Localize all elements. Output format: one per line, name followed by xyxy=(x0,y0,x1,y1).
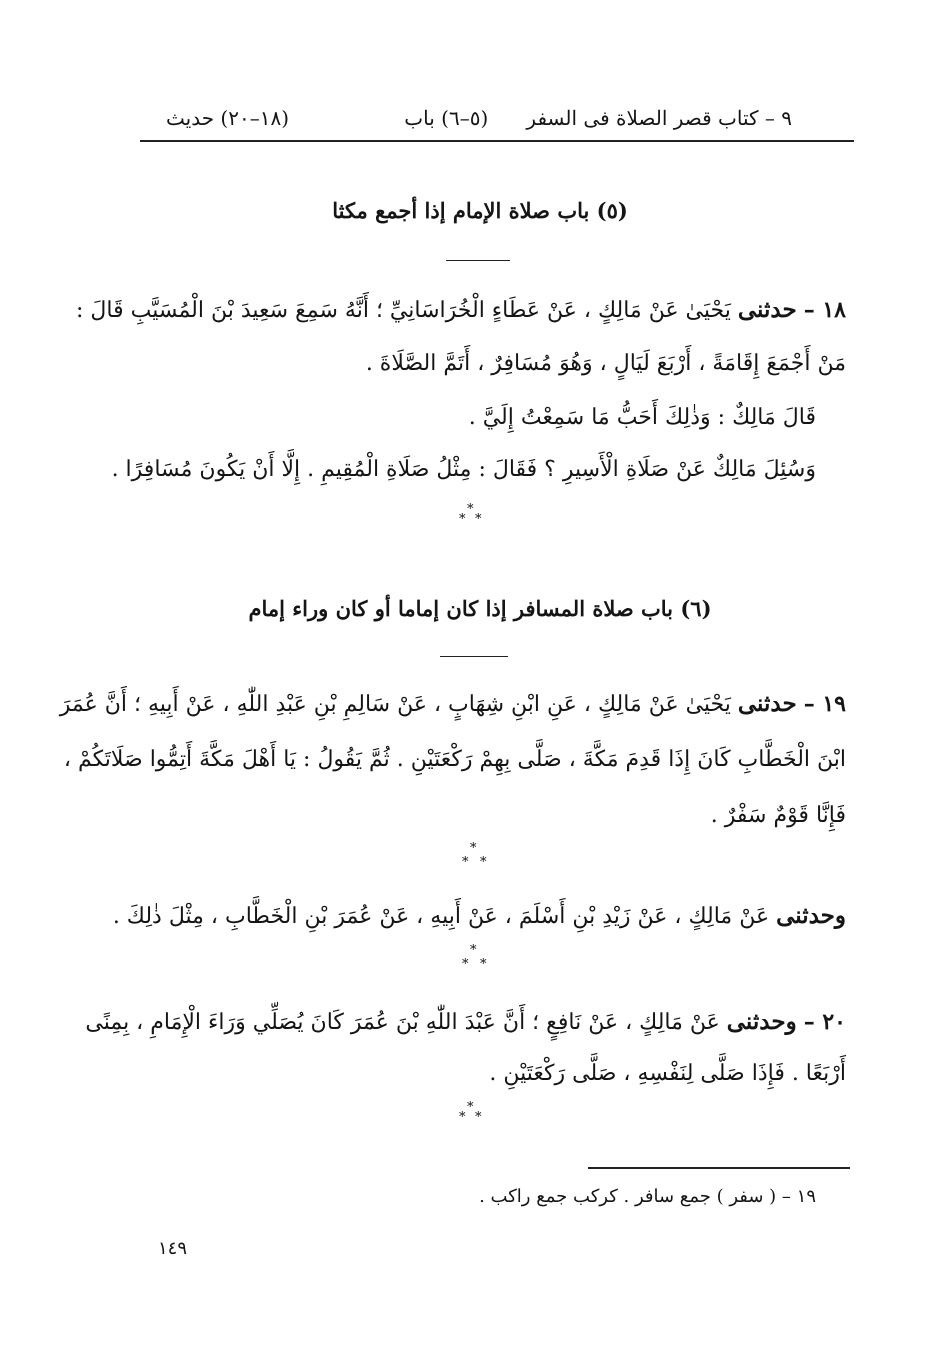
hadith-19-line-1 xyxy=(59,686,846,723)
hadith-19-number: ١٩ – xyxy=(803,691,846,717)
section-6-divider xyxy=(440,656,508,657)
hadith-19b-line xyxy=(113,898,846,935)
running-head xyxy=(140,96,854,140)
footnote-rule xyxy=(588,1167,850,1169)
running-head-book-title: ٩ – كتاب قصر الصلاة فى السفر xyxy=(526,106,792,130)
hadith-20-number: ٢٠ – xyxy=(803,1009,846,1035)
running-head-book xyxy=(404,106,792,130)
page-number: ١٤٩ xyxy=(158,1238,188,1259)
section-ornament: * * * xyxy=(462,841,487,870)
section-ornament: * * * xyxy=(459,502,482,527)
hadith-20-keyword: وحدثنى xyxy=(726,1008,797,1035)
section-6-heading: (٦) باب صلاة المسافر إذا كان إماما أو كان وراء إمام xyxy=(248,596,712,621)
hadith-20-text-1: عَنْ مَالِكٍ ، عَنْ نَافِعٍ ؛ أَنَّ عَبْدَ اللّٰهِ بْنَ عُمَرَ كَانَ يُصَلِّي وَرَاءَ الْإِمَامِ ، بِمِنًى xyxy=(85,1010,720,1035)
hadith-19-keyword: حدثنى xyxy=(737,690,797,717)
hadith-18-number: ١٨ – xyxy=(803,297,846,323)
hadith-19b-text: عَنْ مَالِكٍ ، عَنْ زَيْدِ بْنِ أَسْلَمَ ، عَنْ أَبِيهِ ، عَنْ عُمَرَ بْنِ الْخَطَّابِ ، مِثْلَ ذٰلِكَ . xyxy=(112,904,770,929)
running-head-chapters: (٥–٦) باب xyxy=(404,106,489,130)
hadith-19-line-3: فَإِنَّا قَوْمٌ سَفْرٌ . xyxy=(710,803,846,828)
header-rule xyxy=(140,140,854,142)
footnote: ١٩ – ( سفر ) جمع سافر . كركب جمع راكب . xyxy=(479,1186,816,1207)
hadith-20-line-1 xyxy=(85,1004,846,1041)
hadith-20-line-2: أَرْبَعًا . فَإِذَا صَلَّى لِنَفْسِهِ ، صَلَّى رَكْعَتَيْنِ . xyxy=(489,1061,846,1086)
hadith-18-text-1: يَحْيَىٰ عَنْ مَالِكٍ ، عَنْ عَطَاءٍ الْخُرَاسَانِيِّ ؛ أَنَّهُ سَمِعَ سَعِيدَ بْنَ الْمُسَيَّبِ قَالَ : xyxy=(75,298,731,323)
hadith-18-keyword: حدثنى xyxy=(737,296,797,323)
hadith-19-line-2: ابْنَ الْخَطَّابِ كَانَ إِذَا قَدِمَ مَكَّةَ ، صَلَّى بِهِمْ رَكْعَتَيْنِ . ثُمَّ يَقُولُ : يَا أَهْلَ مَكَّةَ أَتِمُّوا صَلَاتَكُمْ ، xyxy=(63,747,846,772)
hadith-19b-keyword: وحدثنى xyxy=(776,902,846,929)
running-head-hadiths: (١٨–٢٠) حديث xyxy=(166,106,290,130)
hadith-18-line-3: قَالَ مَالِكٌ : وَذٰلِكَ أَحَبُّ مَا سَمِعْتُ إِلَيَّ . xyxy=(468,405,816,430)
hadith-18-line-1 xyxy=(75,292,846,329)
hadith-18-line-4: وَسُئِلَ مَالِكٌ عَنْ صَلَاةِ الْأَسِيرِ ؟ فَقَالَ : مِثْلُ صَلَاةِ الْمُقِيمِ . إِلَّا أَنْ يَكُونَ مُسَافِرًا . xyxy=(111,457,816,482)
hadith-19-text-1: يَحْيَىٰ عَنْ مَالِكٍ ، عَنِ ابْنِ شِهَابٍ ، عَنْ سَالِمِ بْنِ عَبْدِ اللّٰهِ ، عَنْ أَبِيهِ ؛ أَنَّ عُمَرَ xyxy=(59,692,731,717)
section-5-heading: (٥) باب صلاة الإمام إذا أجمع مكثا xyxy=(332,198,628,223)
section-ornament: * * * xyxy=(459,1100,482,1125)
section-ornament: * * * xyxy=(462,943,487,972)
section-5-divider xyxy=(446,260,510,261)
hadith-18-line-2: مَنْ أَجْمَعَ إِقَامَةً ، أَرْبَعَ لَيَالٍ ، وَهُوَ مُسَافِرٌ ، أَتَمَّ الصَّلَاةَ . xyxy=(365,351,846,376)
